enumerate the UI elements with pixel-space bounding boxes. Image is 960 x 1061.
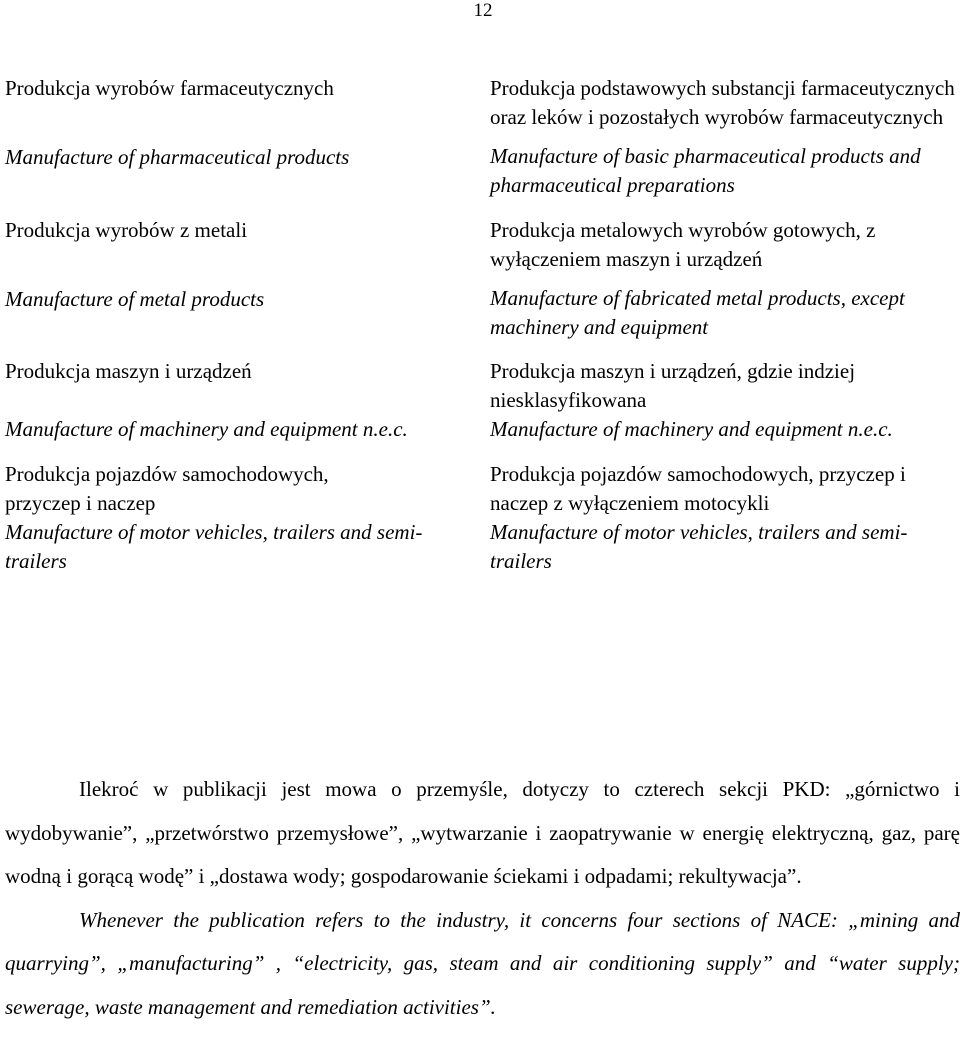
page-number: 12: [473, 0, 493, 21]
right-column-cell: [490, 357, 960, 444]
left-column-cell: [5, 460, 490, 576]
left-pl-label: Produkcja wyrobów z metali: [5, 218, 248, 242]
classification-table: [5, 74, 960, 576]
right-column-cell: [490, 216, 960, 342]
left-pl-label: Produkcja pojazdów samochodowych, przyczep i naczep: [5, 462, 329, 515]
note-polish-paragraph: Ilekroć w publikacji jest mowa o przemyśle, dotyczy to czterech sekcji PKD: „górnictwo i wydobywanie”, „przetwórstwo przemysłowe”, „wytwarzanie i zaopatrywanie w energię elektryczną, gaz, parę wodną i gorącą wodę” i „dostawa wody; gospodarowanie ściekami i odpadami; rekultywacja”.: [5, 777, 960, 888]
right-en-label: Manufacture of machinery and equipment n.e.c.: [490, 417, 893, 441]
right-pl-label: Produkcja maszyn i urządzeń, gdzie indziej niesklasyfikowana: [490, 359, 856, 412]
right-pl-label: Produkcja metalowych wyrobów gotowych, z wyłączeniem maszyn i urządzeń: [490, 218, 876, 271]
left-column-cell: [5, 216, 490, 342]
note-english-paragraph: Whenever the publication refers to the industry, it concerns four sections of NACE: „mining and quarrying”, „manufacturing” , “electricity, gas, steam and air conditioning supply” and “water supply; sewerage, waste management and remediation activities”.: [5, 907, 960, 1019]
table-row: [5, 357, 960, 444]
left-pl-label: Produkcja maszyn i urządzeń: [5, 359, 252, 383]
right-column-cell: [490, 74, 960, 200]
right-pl-label: Produkcja podstawowych substancji farmaceutycznych oraz leków i pozostałych wyrobów farmaceutycznych: [490, 76, 955, 129]
left-column-cell: [5, 357, 490, 444]
left-en-label: Manufacture of motor vehicles, trailers and semi-trailers: [5, 520, 423, 573]
left-en-label: Manufacture of machinery and equipment n.e.c.: [5, 417, 408, 441]
table-row: [5, 216, 960, 342]
left-column-cell: [5, 74, 490, 200]
right-en-label: Manufacture of motor vehicles, trailers and semi-trailers: [490, 520, 908, 573]
right-en-label: Manufacture of basic pharmaceutical products and pharmaceutical preparations: [490, 144, 921, 197]
left-en-label: Manufacture of pharmaceutical products: [5, 145, 350, 169]
table-row: [5, 74, 960, 200]
right-en-label: Manufacture of fabricated metal products, except machinery and equipment: [490, 286, 905, 339]
right-pl-label: Produkcja pojazdów samochodowych, przyczep i naczep z wyłączeniem motocykli: [490, 462, 906, 515]
table-row: [5, 460, 960, 576]
industry-definition-note: [5, 768, 960, 1029]
left-pl-label: Produkcja wyrobów farmaceutycznych: [5, 76, 334, 100]
right-column-cell: [490, 460, 960, 576]
left-en-label: Manufacture of metal products: [5, 287, 265, 311]
